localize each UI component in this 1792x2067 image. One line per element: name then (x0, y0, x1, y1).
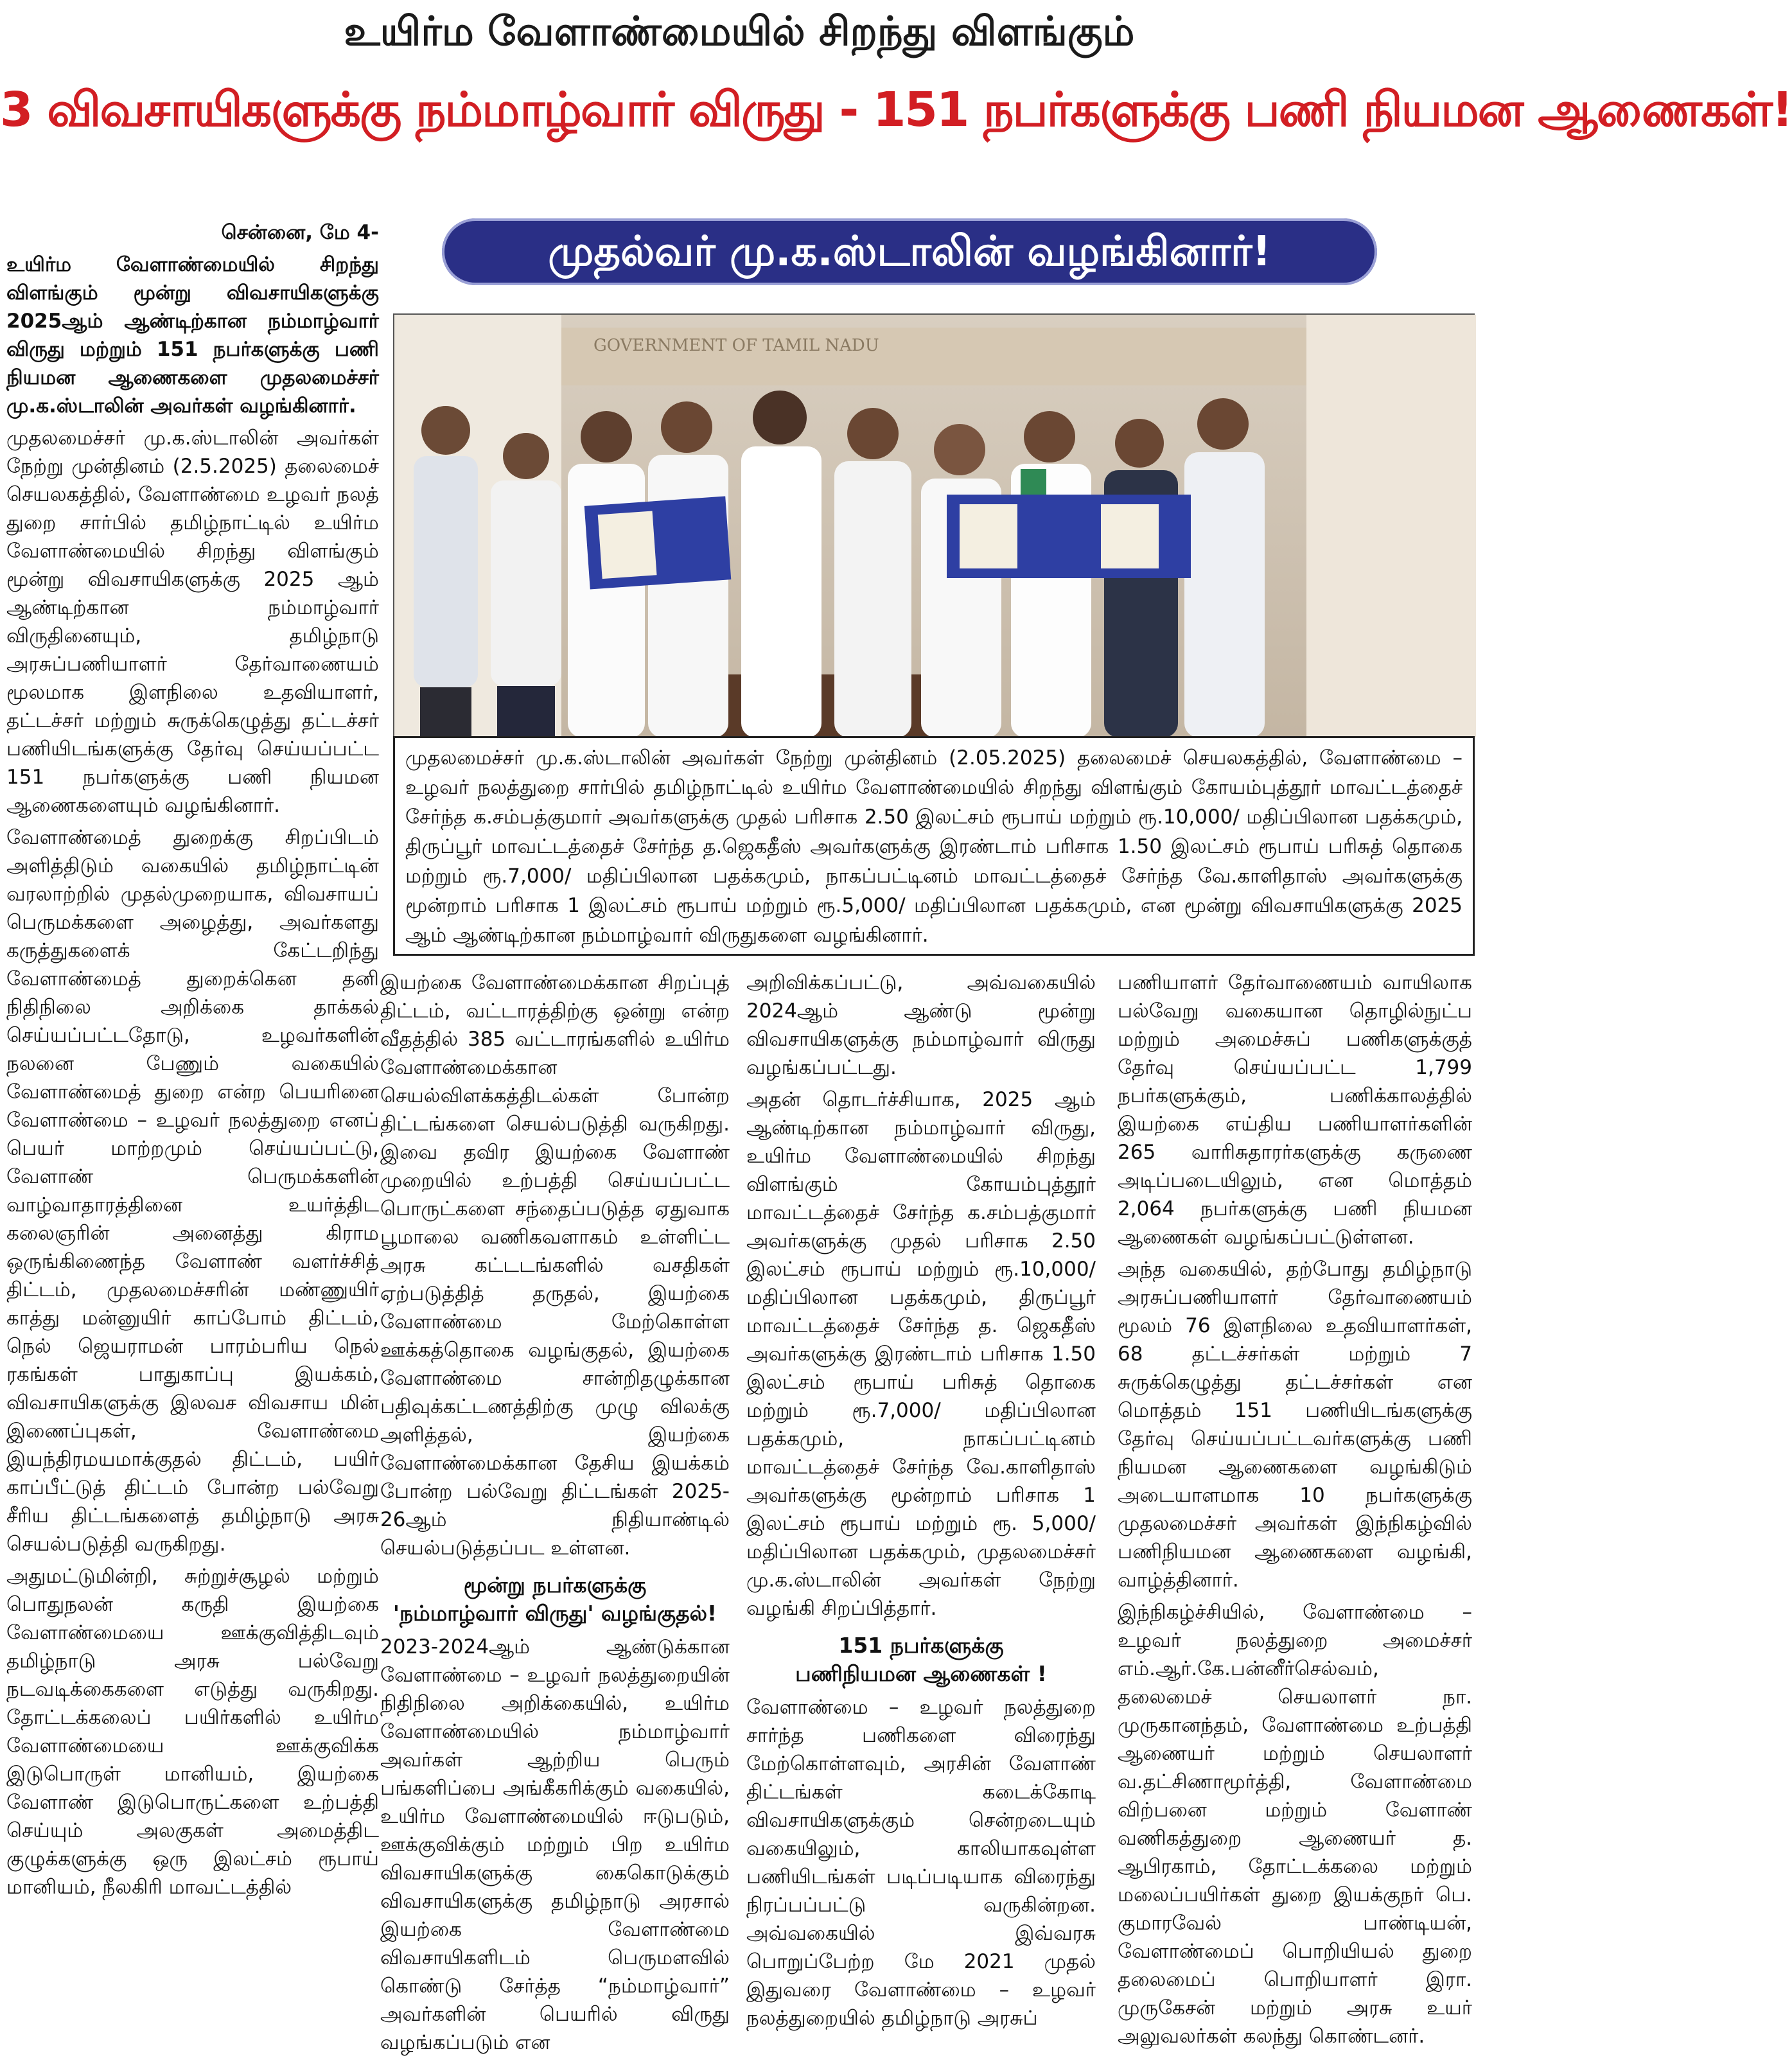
column-3 (746, 969, 1096, 2067)
section-subhead (746, 1632, 1096, 1688)
subhead-line-2: பணிநியமன ஆணைகள் ! (795, 1661, 1047, 1686)
section-subhead (380, 1571, 730, 1628)
paragraph: அதுமட்டுமின்றி, சுற்றுச்சூழல் மற்றும் பொதுநலன் கருதி இயற்கை வேளாண்மையை ஊக்குவித்திடவும் தமிழ்நாடு அரசு பல்வேறு நடவடிக்கைகளை எடுத்து வருகிறது. தோட்டக்கலைப் பயிர்களில் உயிர்ம வேளாண்மையை ஊக்குவிக்க இடுபொருள் மானியம், இயற்கை வேளாண் இடுபொருட்களை உற்பத்தி செய்யும் அலகுகள் அமைத்திட குழுக்களுக்கு ஒரு இலட்சம் ரூபாய் மானியம், நீலகிரி மாவட்டத்தில் (6, 1565, 379, 1899)
paragraph: அந்த வகையில், தற்போது தமிழ்நாடு அரசுப்பணியாளர் தேர்வாணையம் மூலம் 76 இளநிலை உதவியாளர்கள், 68 தட்டச்சர்கள் மற்றும் 7 சுருக்கெழுத்து தட்டச்சர்கள் என மொத்தம் 151 பணியிடங்களுக்கு தேர்வு செய்யப்பட்டவர்களுக்கு பணி நியமன ஆணைகளை வழங்கிடும் அடையாளமாக 10 நபர்களுக்கு முதலமைச்சர் அவர்கள் இந்நிகழ்வில் பணிநியமன ஆணைகளை வழங்கி, வாழ்த்தினார். (1118, 1258, 1472, 1592)
column-4 (1118, 969, 1472, 2067)
kicker-headline: உயிர்ம வேளாண்மையில் சிறந்து விளங்கும் (344, 8, 1135, 55)
paragraph: இயற்கை வேளாண்மைக்கான சிறப்புத் திட்டம், வட்டாரத்திற்கு ஒன்று என்ற வீதத்தில் 385 வட்டாரங்களில் உயிர்ம வேளாண்மைக்கான செயல்விளக்கத்திடல்கள் போன்ற திட்டங்களை செயல்படுத்தி வருகிறது. இவை தவிர இயற்கை வேளாண் முறையில் உற்பத்தி செய்யப்பட்ட பொருட்களை சந்தைப்படுத்த ஏதுவாக பூமாலை வணிகவளாகம் உள்ளிட்ட அரசு கட்டடங்களில் வசதிகள் ஏற்படுத்தித் தருதல், இயற்கை வேளாண்மை மேற்கொள்ள ஊக்கத்தொகை வழங்குதல், இயற்கை வேளாண்மை சான்றிதழுக்கான பதிவுக்கட்டணத்திற்கு முழு விலக்கு அளித்தல், இயற்கை வேளாண்மைக்கான தேசிய இயக்கம் போன்ற பல்வேறு திட்டங்கள் 2025-26ஆம் நிதியாண்டில் செயல்படுத்தப்பட உள்ளன. (380, 971, 730, 1560)
wall-signage: GOVERNMENT OF TAMIL NADU (593, 336, 879, 355)
paragraph: வேளாண்மை – உழவர் நலத்துறை சார்ந்த பணிகளை விரைந்து மேற்கொள்ளவும், அரசின் வேளாண் திட்டங்கள் கடைக்கோடி விவசாயிகளுக்கும் சென்றடையும் வகையிலும், காலியாகவுள்ள பணியிடங்கள் படிப்படியாக விரைந்து நிரப்பப்பட்டு வருகின்றன. அவ்வகையில் இவ்வரசு பொறுப்பேற்ற மே 2021 முதல் இதுவரை வேளாண்மை – உழவர் நலத்துறையில் தமிழ்நாடு அரசுப் (746, 1696, 1096, 2030)
column-2 (380, 969, 730, 2067)
column-1 (6, 218, 379, 2067)
photo-caption: முதலமைச்சர் மு.க.ஸ்டாலின் அவர்கள் நேற்று முன்தினம் (2.05.2025) தலைமைச் செயலகத்தில், வேளாண்மை – உழவர் நலத்துறை சார்பில் தமிழ்நாட்டில் உயிர்ம வேளாண்மையில் சிறந்து விளங்கும் கோயம்புத்தூர் மாவட்டத்தைச் சேர்ந்த க.சம்பத்குமார் அவர்களுக்கு முதல் பரிசாக 2.50 இலட்சம் ரூபாய் மற்றும் ரூ.10,000/ மதிப்பிலான பதக்கமும், திருப்பூர் மாவட்டத்தைச் சேர்ந்த த.ஜெகதீஸ் அவர்களுக்கு இரண்டாம் பரிசாக 1.50 இலட்சம் ரூபாய் பரிசுத் தொகை மற்றும் ரூ.7,000/ மதிப்பிலான பதக்கமும், நாகப்பட்டினம் மாவட்டத்தைச் சேர்ந்த வே.காளிதாஸ் அவர்களுக்கு மூன்றாம் பரிசாக 1 இலட்சம் ரூபாய் மற்றும் ரூ.5,000/ மதிப்பிலான பதக்கமும், என மூன்று விவசாயிகளுக்கு 2025 ஆம் ஆண்டிற்கான நம்மாழ்வார் விருதுகளை வழங்கினார். (393, 736, 1475, 956)
paragraph: பணியாளர் தேர்வாணையம் வாயிலாக பல்வேறு வகையான தொழில்நுட்ப மற்றும் அமைச்சுப் பணிகளுக்குத் தேர்வு செய்யப்பட்ட 1,799 நபர்களுக்கும், பணிக்காலத்தில் இயற்கை எய்திய பணியாளர்களின் 265 வாரிசுதாரர்களுக்கு கருணை அடிப்படையிலும், என மொத்தம் 2,064 நபர்களுக்கு பணி நியமன ஆணைகள் வழங்கப்பட்டுள்ளன. (1118, 971, 1472, 1249)
banner-text: முதல்வர் மு.க.ஸ்டாலின் வழங்கினார்! (548, 228, 1271, 276)
paragraph: 2023-2024ஆம் ஆண்டுக்கான வேளாண்மை – உழவர் நலத்துறையின் நிதிநிலை அறிக்கையில், உயிர்ம வேளாண்மையில் நம்மாழ்வார் அவர்கள் ஆற்றிய பெரும் பங்களிப்பை அங்கீகரிக்கும் வகையில், உயிர்ம வேளாண்மையில் ஈடுபடும், ஊக்குவிக்கும் மற்றும் பிற உயிர்ம விவசாயிகளுக்கு கைகொடுக்கும் விவசாயிகளுக்கு தமிழ்நாடு அரசால் இயற்கை வேளாண்மை விவசாயிகளிடம் பெருமளவில் கொண்டு சேர்த்த “நம்மாழ்வார்” அவர்களின் பெயரில் விருது வழங்கப்படும் என (380, 1635, 730, 2054)
paragraph: அறிவிக்கப்பட்டு, அவ்வகையில் 2024ஆம் ஆண்டு மூன்று விவசாயிகளுக்கு நம்மாழ்வார் விருது வழங்கப்பட்டது. (746, 971, 1096, 1079)
subhead-line-1: 151 நபர்களுக்கு (838, 1633, 1004, 1658)
paragraph: வேளாண்மைத் துறைக்கு சிறப்பிடம் அளித்திடும் வகையில் தமிழ்நாட்டின் வரலாற்றில் முதல்முறையாக, விவசாயப் பெருமக்களை அழைத்து, அவர்களது கருத்துகளைக் கேட்டறிந்து வேளாண்மைத் துறைக்கென தனி நிதிநிலை அறிக்கை தாக்கல் செய்யப்பட்டதோடு, உழவர்களின் நலனை பேணும் வகையில் வேளாண்மைத் துறை என்ற பெயரினை வேளாண்மை – உழவர் நலத்துறை எனப் பெயர் மாற்றமும் செய்யப்பட்டு, வேளாண் பெருமக்களின் வாழ்வாதாரத்தினை உயர்த்திட கலைஞரின் அனைத்து கிராம ஒருங்கிணைந்த வேளாண் வளர்ச்சித் திட்டம், முதலமைச்சரின் மண்ணுயிர் காத்து மன்னுயிர் காப்போம் திட்டம், நெல் ஜெயராமன் பாரம்பரிய நெல் ரகங்கள் பாதுகாப்பு இயக்கம், விவசாயிகளுக்கு இலவச விவசாய மின் இணைப்புகள், வேளாண்மை இயந்திரமயமாக்குதல் திட்டம், பயிர் காப்பீட்டுத் திட்டம் போன்ற பல்வேறு சீரிய திட்டங்களைத் தமிழ்நாடு அரசு செயல்படுத்தி வருகிறது. (6, 826, 379, 1556)
subhead-line-2: 'நம்மாழ்வார் விருது' வழங்குதல்! (392, 1601, 717, 1626)
ceremony-photo (394, 315, 1476, 737)
news-photo (393, 313, 1475, 736)
paragraph: இந்நிகழ்ச்சியில், வேளாண்மை – உழவர் நலத்துறை அமைச்சர் எம்.ஆர்.கே.பன்னீர்செல்வம், தலைமைச் செயலாளர் நா. முருகானந்தம், வேளாண்மை உற்பத்தி ஆணையர் மற்றும் செயலாளர் வ.தட்சிணாமூர்த்தி, வேளாண்மை விற்பனை மற்றும் வேளாண் வணிகத்துறை ஆணையர் த. ஆபிரகாம், தோட்டக்கலை மற்றும் மலைப்பயிர்கள் துறை இயக்குநர் பெ. குமாரவேல் பாண்டியன், வேளாண்மைப் பொறியியல் துறை தலைமைப் பொறியாளர் இரா. முருகேசன் மற்றும் அரசு உயர் அலுவலர்கள் கலந்து கொண்டனர். (1118, 1601, 1472, 2048)
sub-headline-banner (442, 218, 1377, 285)
dateline: சென்னை, மே 4- (221, 221, 379, 244)
paragraph: அதன் தொடர்ச்சியாக, 2025 ஆம் ஆண்டிற்கான நம்மாழ்வார் விருது, உயிர்ம வேளாண்மையில் சிறந்து விளங்கும் கோயம்புத்தூர் மாவட்டத்தைச் சேர்ந்த க.சம்பத்குமார் அவர்களுக்கு முதல் பரிசாக 2.50 இலட்சம் ரூபாய் மற்றும் ரூ.10,000/மதிப்பிலான பதக்கமும், திருப்பூர் மாவட்டத்தைச் சேர்ந்த த. ஜெகதீஸ் அவர்களுக்கு இரண்டாம் பரிசாக 1.50 இலட்சம் ரூபாய் பரிசுத் தொகை மற்றும் ரூ.7,000/ மதிப்பிலான பதக்கமும், நாகப்பட்டினம் மாவட்டத்தைச் சேர்ந்த வே.காளிதாஸ் அவர்களுக்கு மூன்றாம் பரிசாக 1 இலட்சம் ரூபாய் மற்றும் ரூ. 5,000/ மதிப்பிலான பதக்கமும், முதலமைச்சர் மு.க.ஸ்டாலின் அவர்கள் நேற்று வழங்கி சிறப்பித்தார். (746, 1088, 1096, 1620)
paragraph: முதலமைச்சர் மு.க.ஸ்டாலின் அவர்கள் நேற்று முன்தினம் (2.5.2025) தலைமைச் செயலகத்தில், வேளாண்மை உழவர் நலத் துறை சார்பில் தமிழ்நாட்டில் உயிர்ம வேளாண்மையில் சிறந்து விளங்கும் மூன்று விவசாயிகளுக்கு 2025 ஆம் ஆண்டிற்கான நம்மாழ்வார் விருதினையும், தமிழ்நாடு அரசுப்பணியாளர் தேர்வாணையம் மூலமாக இளநிலை உதவியாளர், தட்டச்சர் மற்றும் சுருக்கெழுத்து தட்டச்சர் பணியிடங்களுக்கு தேர்வு செய்யப்பட்ட 151 நபர்களுக்கு பணி நியமன ஆணைகளையும் வழங்கினார். (6, 427, 379, 817)
subhead-line-1: மூன்று நபர்களுக்கு (463, 1572, 647, 1597)
lead-paragraph: உயிர்ம வேளாண்மையில் சிறந்து விளங்கும் மூன்று விவசாயிகளுக்கு 2025ஆம் ஆண்டிற்கான நம்மாழ்வார் விருது மற்றும் 151 நபர்களுக்கு பணி நியமன ஆணைகளை முதலமைச்சர் மு.க.ஸ்டாலின் அவர்கள் வழங்கினார். (6, 253, 379, 418)
main-headline: 3 விவசாயிகளுக்கு நம்மாழ்வார் விருது - 151 நபர்களுக்கு பணி நியமன ஆணைகள்! (0, 82, 1792, 137)
